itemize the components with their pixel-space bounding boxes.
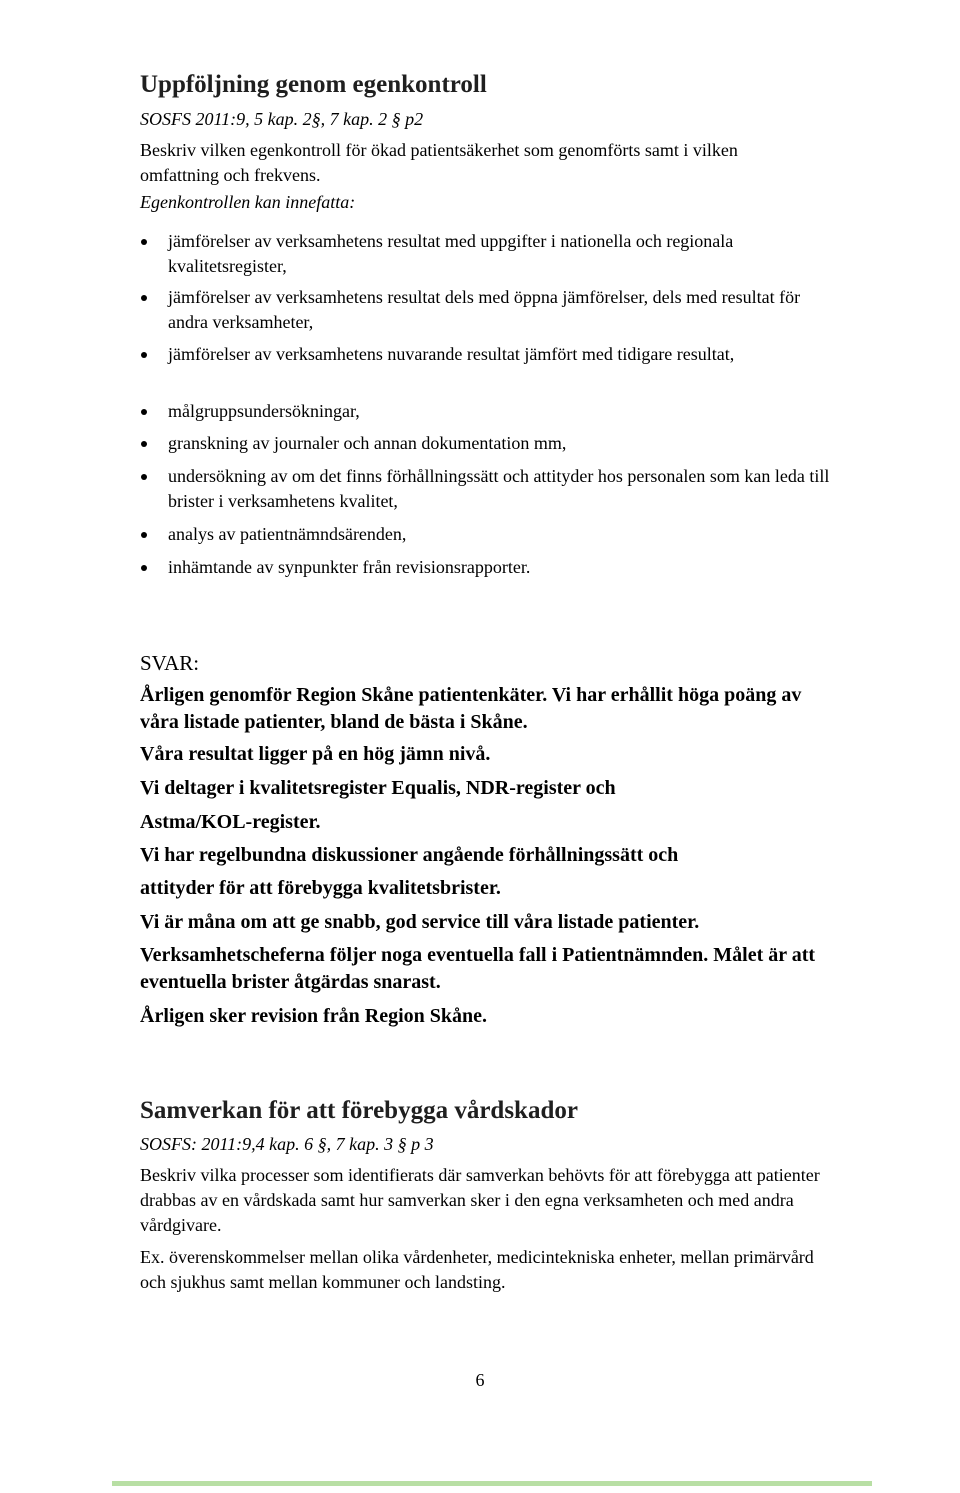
page-number: 6 [475, 1370, 485, 1390]
answer-line: Vi har regelbundna diskussioner angående förhållningssätt och [140, 844, 679, 866]
list-item: jämförelser av verksamhetens resultat dels med öppna jämförelser, dels med resultat för andra verksamheter, [140, 285, 830, 335]
answer-line: Vi deltager i kvalitetsregister Equalis, NDR-register och [140, 777, 616, 799]
answer-line: attityder för att förebygga kvalitetsbrister. [140, 877, 501, 899]
answer-line: Verksamhetscheferna följer noga eventuella fall i Patientnämnden. Målet är att eventuella brister åtgärdas snarast. [140, 944, 816, 993]
list-item: undersökning av om det finns förhållningssätt och attityder hos personalen som kan leda till brister i verksamhetens kvalitet, [140, 464, 830, 514]
intro-text: Egenkontrollen kan innefatta: [140, 192, 356, 212]
sosfs-reference: SOSFS 2011:9, 5 kap. 2§, 7 kap. 2 § p2 [140, 109, 424, 129]
sosfs-reference: SOSFS: 2011:9,4 kap. 6 §, 7 kap. 3 § p 3 [140, 1134, 434, 1154]
bullet-icon [141, 352, 147, 358]
bullet-icon [141, 239, 147, 245]
svar-label: SVAR: [140, 651, 200, 675]
bullet-icon [141, 441, 147, 447]
bullet-icon [141, 474, 147, 480]
list-item: målgruppsundersökningar, [140, 399, 830, 424]
example-text: Ex. överenskommelser mellan olika vårdenheter, medicintekniska enheter, mellan primärvård och sjukhus samt mellan kommuner och landsting. [140, 1247, 814, 1292]
list-item: jämförelser av verksamhetens resultat med uppgifter i nationella och regionala kvalitetsregister, [140, 229, 830, 279]
footer-rule [112, 1481, 872, 1486]
bullet-icon [141, 565, 147, 571]
answer-line: Årligen sker revision från Region Skåne. [140, 1005, 488, 1027]
answer-line: Vi är måna om att ge snabb, god service till våra listade patienter. [140, 911, 700, 933]
section-description: Beskriv vilken egenkontroll för ökad patientsäkerhet som genomförts samt i vilken omfattning och frekvens. [140, 140, 738, 185]
list-item: inhämtande av synpunkter från revisionsrapporter. [140, 555, 830, 580]
answer-line: Astma/KOL-register. [140, 811, 321, 833]
bullet-icon [141, 409, 147, 415]
list-item: analys av patientnämndsärenden, [140, 522, 830, 547]
list-item: granskning av journaler och annan dokumentation mm, [140, 431, 830, 456]
bullet-icon [141, 532, 147, 538]
list-item: jämförelser av verksamhetens nuvarande resultat jämfört med tidigare resultat, [140, 342, 830, 367]
section-description: Beskriv vilka processer som identifierats där samverkan behövts för att förebygga att patienter drabbas av en vårdskada samt hur samverkan sker i den egna verksamheten och med andra vårdgivare. [140, 1165, 820, 1235]
section-title-egenkontroll: Uppföljning genom egenkontroll [140, 71, 487, 98]
section-title-samverkan: Samverkan för att förebygga vårdskador [140, 1097, 578, 1124]
bullet-icon [141, 295, 147, 301]
answer-line: Årligen genomför Region Skåne patientenkäter. Vi har erhållit höga poäng av våra listade patienter, bland de bästa i Skåne. [140, 684, 802, 733]
answer-line: Våra resultat ligger på en hög jämn nivå. [140, 743, 491, 765]
